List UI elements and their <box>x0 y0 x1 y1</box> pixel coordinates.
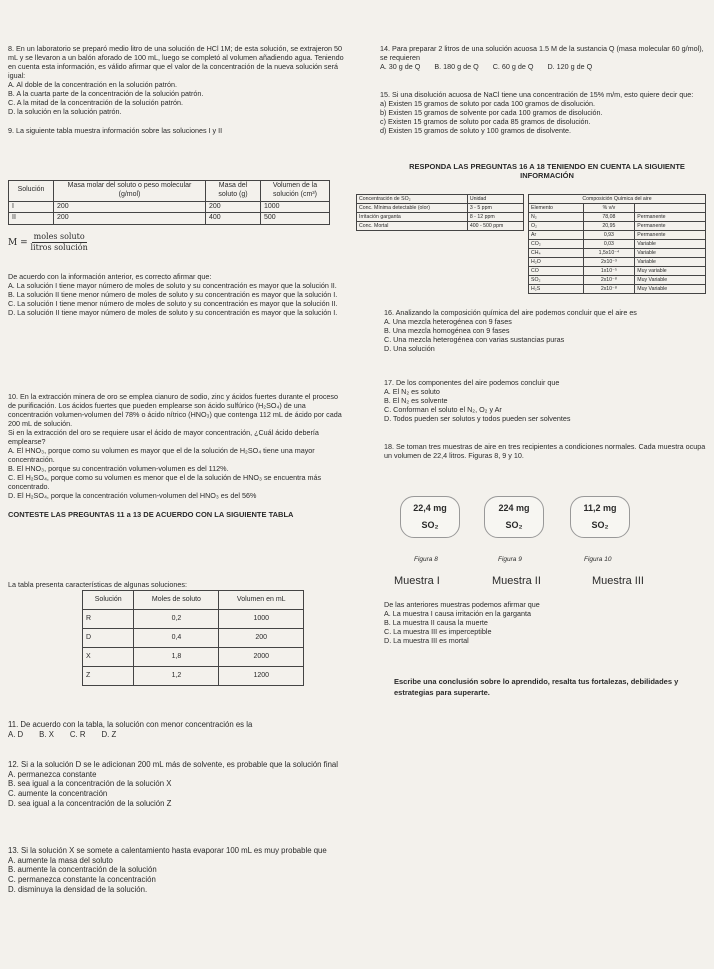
table-row <box>529 240 706 249</box>
option: B. A la cuarta parte de la concentración de la solución patrón. <box>8 89 204 98</box>
sample-label: Muestra II <box>492 575 541 587</box>
option: A. El HNO₃, porque como su volumen es mayor que el de la solución de H₂SO₄ tiene una mayor concentración. <box>8 446 315 464</box>
option: D. El H₂SO₄, porque la concentración volumen-volumen del HNO₃ es del 56% <box>8 491 257 500</box>
table-header: Volumen de la solución (cm³) <box>261 181 330 202</box>
option: A. Al doble de la concentración en la solución patrón. <box>8 80 178 89</box>
table-cell: Variable <box>635 258 706 267</box>
table-header: Masa del soluto (g) <box>206 181 261 202</box>
table-cell: 1000 <box>219 610 304 629</box>
table-cell: 8 - 12 ppm <box>467 213 523 222</box>
option: d) Existen 15 gramos de soluto y 100 gramos de disolvente. <box>380 126 571 135</box>
table-cell: 0,93 <box>583 231 635 240</box>
option: B. El N₂ es solvente <box>384 396 448 405</box>
figure-caption: Figura 9 <box>498 556 522 563</box>
option: b) Existen 15 gramos de solvente por cada 100 gramos de disolución. <box>380 108 603 117</box>
sample-gas: SO₂ <box>505 520 523 530</box>
table-cell: 500 <box>261 213 330 225</box>
option: D. disminuya la densidad de la solución. <box>8 884 148 894</box>
option: A. D <box>8 729 24 739</box>
table-cell: Permanente <box>635 231 706 240</box>
figure-caption: Figura 10 <box>584 556 612 563</box>
table-row <box>9 201 330 213</box>
table-header: Volumen en mL <box>219 591 304 610</box>
table-cell: 1x10⁻⁵ <box>583 267 635 276</box>
table-cell: 200 <box>54 201 206 213</box>
table-cell: Muy Variable <box>635 285 706 294</box>
table-cell: X <box>83 648 134 667</box>
closing-instruction: Escribe una conclusión sobre lo aprendido, resalta tus fortalezas, debilidades y estrategias para superarte. <box>394 677 679 698</box>
question-stem: 9. La siguiente tabla muestra información sobre las soluciones I y II <box>8 126 223 135</box>
table-row <box>357 204 524 213</box>
sample-label: Muestra I <box>394 575 440 587</box>
section-heading: CONTESTE LAS PREGUNTAS 11 a 13 DE ACUERDO CON LA SIGUIENTE TABLA <box>8 510 294 519</box>
table-cell: I <box>9 201 54 213</box>
question-stem: 12. Si a la solución D se le adicionan 200 mL más de solvente, es probable que la solución final <box>8 760 338 769</box>
option: D. Una solución <box>384 344 435 353</box>
question-stem: 13. Si la solución X se somete a calentamiento hasta evaporar 100 mL es muy probable que <box>8 846 327 855</box>
sample-mass: 224 mg <box>498 502 530 513</box>
table-cell: R <box>83 610 134 629</box>
table-cell: 200 <box>219 629 304 648</box>
question-18-options <box>384 600 706 645</box>
table-cell: SO₂ <box>529 276 584 285</box>
table-cell: 200 <box>206 201 261 213</box>
sample-figure-8 <box>400 496 460 538</box>
table-cell: Variable <box>635 249 706 258</box>
sample-figure-9 <box>484 496 544 538</box>
question-stem: 18. Se toman tres muestras de aire en tres recipientes a condiciones normales. Cada muestra ocupa un volumen de 22,4 litros. Figuras 8, 9 y 10. <box>384 442 706 460</box>
table-row <box>83 610 304 629</box>
table-caption: La tabla presenta características de algunas soluciones: <box>8 580 187 589</box>
question-stem: 10. En la extracción minera de oro se emplea cianuro de sodio, zinc y ácidos fuertes durante el proceso de purificación. Los ácidos fuertes que pueden emplearse son ácido sulfúrico (H₂SO₄) de una concentración volumen-volumen del 78% o ácido nítrico (HNO₃) que contenga 112 mL de ácido por cada 200 mL de solución. <box>8 392 342 428</box>
table-header: Unidad <box>467 195 523 204</box>
table-row <box>529 231 706 240</box>
left-column <box>8 44 346 135</box>
option: B. La muestra II causa la muerte <box>384 618 488 627</box>
option: B. El HNO₃, porque su concentración volumen-volumen es del 112%. <box>8 464 229 473</box>
table-cell: 1200 <box>219 667 304 686</box>
table-row <box>9 213 330 225</box>
table-cell: 200 <box>54 213 206 225</box>
table-cell: Muy Variable <box>635 276 706 285</box>
option: B. La solución II tiene menor número de moles de soluto y su concentración es mayor que la solución I. <box>8 290 338 299</box>
option: A. Una mezcla heterogénea con 9 fases <box>384 317 512 326</box>
table-cell: CO <box>529 267 584 276</box>
table-cell: 0,2 <box>134 610 219 629</box>
option: C. La solución I tiene menor número de moles de soluto y su concentración es mayor que la solución II. <box>8 299 338 308</box>
table-title: Composición Química del aire <box>529 195 706 204</box>
table-row <box>83 629 304 648</box>
option: D. Z <box>101 729 117 739</box>
sample-mass: 11,2 mg <box>583 502 617 513</box>
table-cell: 1,8 <box>134 648 219 667</box>
sample-mass: 22,4 mg <box>413 502 447 513</box>
option: D. La solución II tiene mayor número de moles de soluto y su concentración es mayor que la solución I. <box>8 308 338 317</box>
sample-gas: SO₂ <box>421 520 439 530</box>
table-cell: Ar <box>529 231 584 240</box>
figure-caption: Figura 8 <box>414 556 438 563</box>
option: C. aumente la concentración <box>8 789 108 799</box>
table-cell: Z <box>83 667 134 686</box>
formula-numerator: moles soluto <box>33 232 85 241</box>
table-row <box>529 258 706 267</box>
option: D. 120 g de Q <box>547 62 593 71</box>
table-header: Elemento <box>529 204 584 213</box>
question-stem: 11. De acuerdo con la tabla, la solución con menor concentración es la <box>8 720 253 729</box>
option: B. aumente la concentración de la solución <box>8 865 157 875</box>
question-10 <box>8 392 346 519</box>
solutions-table-2 <box>82 590 304 686</box>
question-stem: 17. De los componentes del aire podemos concluir que <box>384 378 560 387</box>
table-cell: H₂S <box>529 285 584 294</box>
option: C. 60 g de Q <box>492 62 534 71</box>
formula-denominator: litros solución <box>30 243 88 252</box>
option: C. Una mezcla heterogénea con varias sustancias puras <box>384 335 565 344</box>
table-cell: 20,95 <box>583 222 635 231</box>
table-cell: 0,03 <box>583 240 635 249</box>
table-row <box>529 285 706 294</box>
option: A. permanezca constante <box>8 769 97 779</box>
table-cell: 2000 <box>219 648 304 667</box>
table-cell: 400 - 500 ppm <box>467 222 523 231</box>
table-row <box>357 213 524 222</box>
table-cell: D <box>83 629 134 648</box>
table-cell: II <box>9 213 54 225</box>
table-cell: 2x10⁻⁸ <box>583 285 635 294</box>
option: c) Existen 15 gramos de soluto por cada 85 gramos de disolución. <box>380 117 591 126</box>
sample-figure-10 <box>570 496 630 538</box>
table-row <box>529 222 706 231</box>
table-header: Moles de soluto <box>134 591 219 610</box>
table-row <box>357 222 524 231</box>
molarity-formula <box>8 232 88 253</box>
table-cell: Variable <box>635 240 706 249</box>
question-17 <box>384 378 706 423</box>
question-stem: 16. Analizando la composición química del aire podemos concluir que el aire es <box>384 308 637 317</box>
option: C. R <box>69 729 86 739</box>
sample-gas: SO₂ <box>591 520 609 530</box>
option: A. aumente la masa del soluto <box>8 855 113 865</box>
option: B. 180 g de Q <box>434 62 479 71</box>
question-stem: De las anteriores muestras podemos afirmar que <box>384 600 540 609</box>
option: D. sea igual a la concentración de la solución Z <box>8 798 172 808</box>
option: D. la solución en la solución patrón. <box>8 107 122 116</box>
question-15 <box>380 90 706 135</box>
question-13 <box>8 846 346 895</box>
solutions-table-1 <box>8 180 330 225</box>
question-14 <box>380 44 706 71</box>
table-cell: Conc. Mortal <box>357 222 468 231</box>
option: C. El H₂SO₄, porque como su volumen es menor que el de la solución de HNO₃ se encuentra más concentrado. <box>8 473 322 491</box>
question-stem: 15. Si una disolución acuosa de NaCl tiene una concentración de 15% m/m, esto quiere decir que: <box>380 90 694 99</box>
table-row <box>83 648 304 667</box>
table-row <box>529 249 706 258</box>
table-cell: Irritación garganta <box>357 213 468 222</box>
option: D. Todos pueden ser solutos y todos pueden ser solventes <box>384 414 571 423</box>
question-prompt: De acuerdo con la información anterior, es correcto afirmar que: <box>8 272 212 281</box>
table-cell: 1000 <box>261 201 330 213</box>
section-heading: RESPONDA LAS PREGUNTAS 16 A 18 TENIENDO EN CUENTA LA SIGUIENTE INFORMACIÓN <box>409 162 685 181</box>
table-cell: H₂O <box>529 258 584 267</box>
table-row <box>83 667 304 686</box>
question-16 <box>384 308 706 353</box>
table-cell: 0,4 <box>134 629 219 648</box>
option: A. La muestra I causa irritación en la garganta <box>384 609 532 618</box>
table-header: Solución <box>9 181 54 202</box>
question-9-options <box>8 272 346 317</box>
table-row <box>529 276 706 285</box>
option: A. El N₂ es soluto <box>384 387 440 396</box>
table-cell: Permanente <box>635 213 706 222</box>
table-cell: CO₂ <box>529 240 584 249</box>
table-cell: 1,5x10⁻⁴ <box>583 249 635 258</box>
table-header: Solución <box>83 591 134 610</box>
option: A. 30 g de Q <box>380 62 421 71</box>
option: C. La muestra III es imperceptible <box>384 627 492 636</box>
table-row <box>529 213 706 222</box>
question-stem: 8. En un laboratorio se preparó medio litro de una solución de HCl 1M; de esta solución, se extrajeron 50 mL y se llevaron a un balón aforado de 100 mL, luego se completó al volumen añadiendo agua. Teniendo en cuenta esta información, es válido afirmar que el valor de la concentración de la nueva solución será igual: <box>8 44 344 80</box>
table-cell: Muy variable <box>635 267 706 276</box>
table-cell: 3 - 5 ppm <box>467 204 523 213</box>
option: A. La solución I tiene mayor número de moles de soluto y su concentración es mayor que la solución II. <box>8 281 337 290</box>
question-11 <box>8 720 346 739</box>
table-header <box>635 204 706 213</box>
air-composition-table <box>528 194 706 294</box>
question-stem: 14. Para preparar 2 litros de una solución acuosa 1.5 M de la sustancia Q (masa molecular 60 g/mol), se requieren <box>380 44 704 62</box>
table-header: Concentración de SO₂ <box>357 195 468 204</box>
table-cell: 1,2 <box>134 667 219 686</box>
option: B. sea igual a la concentración de la solución X <box>8 779 172 789</box>
sample-label: Muestra III <box>592 575 644 587</box>
option: a) Existen 15 gramos de soluto por cada 100 gramos de disolución. <box>380 99 595 108</box>
formula-lhs: M = <box>8 238 28 248</box>
question-8 <box>8 44 346 116</box>
option: B. Una mezcla homogénea con 9 fases <box>384 326 510 335</box>
table-cell: CH₄ <box>529 249 584 258</box>
table-cell: 78,08 <box>583 213 635 222</box>
table-header: % v/v <box>583 204 635 213</box>
table-header: Masa molar del soluto o peso molecular (g/mol) <box>54 181 206 202</box>
option: C. permanezca constante la concentración <box>8 875 156 885</box>
table-cell: 400 <box>206 213 261 225</box>
option: C. Conforman el soluto el N₂, O₂ y Ar <box>384 405 502 414</box>
table-cell: Permanente <box>635 222 706 231</box>
table-row <box>529 267 706 276</box>
table-cell: O₂ <box>529 222 584 231</box>
option: D. La muestra III es mortal <box>384 636 469 645</box>
option: C. A la mitad de la concentración de la solución patrón. <box>8 98 184 107</box>
table-cell: N₂ <box>529 213 584 222</box>
table-cell: 2x10⁻⁸ <box>583 276 635 285</box>
table-cell: Conc. Mínima detectable (olor) <box>357 204 468 213</box>
question-text: Si en la extracción del oro se requiere usar el ácido de mayor concentración, ¿Cuál ácido debería emplearse? <box>8 428 319 446</box>
question-12 <box>8 760 346 809</box>
table-cell: 2x10⁻³ <box>583 258 635 267</box>
so2-table <box>356 194 524 231</box>
option: B. X <box>39 729 54 739</box>
